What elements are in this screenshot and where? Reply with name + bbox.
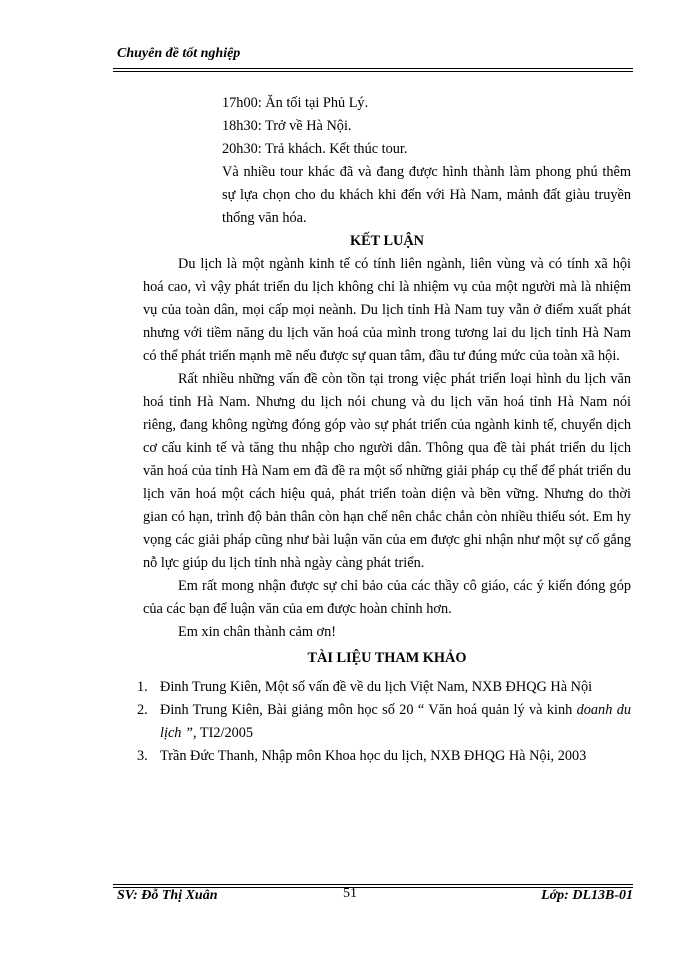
reference-text: Đinh Trung Kiên, Một số vấn đề về du lịch Việt Nam, NXB ĐHQG Hà Nội xyxy=(160,679,593,695)
conclusion-heading: KẾT LUẬN xyxy=(349,233,425,249)
reference-item xyxy=(137,699,631,745)
conclusion-paragraph: Rất nhiều những vấn đề còn tồn tại trong việc phát triển loại hình du lịch văn hoá tỉnh Hà Nam. Nhưng du lịch nói chung và du lịch văn hoá tỉnh Hà Nam nói riêng, đang không ngừng đóng góp vào sự phát triển của ngành kinh tế, chuyển dịch cơ cấu kinh tế và tăng thu nhập cho người dân. Thông qua đề tài phát triển du lịch văn hoá của tỉnh Hà Nam em đã đề ra một số những giải pháp cụ thể để phát triển du lịch văn hoá một cách hiệu quả, phát triển toàn diện và bền vững. Nhưng do thời gian có hạn, trình độ bản thân còn hạn chế nên chắc chắn còn nhiều thiếu sót. Em hy vọng các giải pháp cũng như bài luận văn của em được ghi nhận như một sự cố gắng nỗ lực giúp du lịch tỉnh nhà ngày càng phát triển. xyxy=(143,371,631,571)
reference-italic-title: doanh du lịch ”, xyxy=(160,702,631,741)
reference-tail: TI2/2005 xyxy=(196,725,254,741)
conclusion-paragraph: Du lịch là một ngành kinh tế có tính liên ngành, liên vùng và có tính xã hội hoá cao, vì vậy phát triển du lịch không chỉ là nhiệm vụ của một người mà là nhiệm vụ của toàn dân, mọi cấp mọi neành. Du lịch tỉnh Hà Nam tuy vẫn ở điểm xuất phát nhưng với tiềm năng du lịch văn hoá của mình trong tương lai du lịch tỉnh Hà Nam có thể phát triển mạnh mẽ nếu được sự quan tâm, đầu tư đúng mức của toàn xã hội. xyxy=(143,256,631,364)
page-content xyxy=(137,92,631,768)
footer-student: SV: Đỗ Thị Xuân xyxy=(117,888,218,903)
schedule-line: 20h30: Trả khách. Kết thúc tour. xyxy=(222,141,408,157)
schedule-note: Và nhiều tour khác đã và đang được hình thành làm phong phú thêm sự lựa chọn cho du khách khi đến với Hà Nam, mảnh đất giàu truyền thống văn hóa. xyxy=(222,164,631,226)
footer-page-number: 51 xyxy=(343,886,357,901)
reference-text: Trần Đức Thanh, Nhập môn Khoa học du lịch, NXB ĐHQG Hà Nội, 2003 xyxy=(160,748,587,764)
schedule-line: 17h00: Ăn tối tại Phủ Lý. xyxy=(222,95,369,111)
conclusion-closing: Em xin chân thành cảm ơn! xyxy=(178,624,337,640)
reference-number: 2. xyxy=(137,702,148,718)
schedule-line: 18h30: Trở về Hà Nội. xyxy=(222,118,352,134)
references-heading: TÀI LIỆU THAM KHẢO xyxy=(307,650,467,666)
reference-text: Đinh Trung Kiên, Bài giảng môn học số 20 “ Văn hoá quản lý và kinh xyxy=(160,702,577,718)
header-rule xyxy=(113,68,633,72)
references-list xyxy=(137,676,631,768)
reference-number: 1. xyxy=(137,679,148,695)
footer-class: Lớp: DL13B-01 xyxy=(541,888,633,903)
conclusion-paragraph: Em rất mong nhận được sự chỉ bảo của các thầy cô giáo, các ý kiến đóng góp của các bạn để luận văn của em được hoàn chỉnh hơn. xyxy=(143,578,631,617)
reference-number: 3. xyxy=(137,748,148,764)
reference-item xyxy=(137,745,631,768)
document-header-title: Chuyên đề tốt nghiệp xyxy=(117,46,241,61)
reference-item xyxy=(137,676,631,699)
